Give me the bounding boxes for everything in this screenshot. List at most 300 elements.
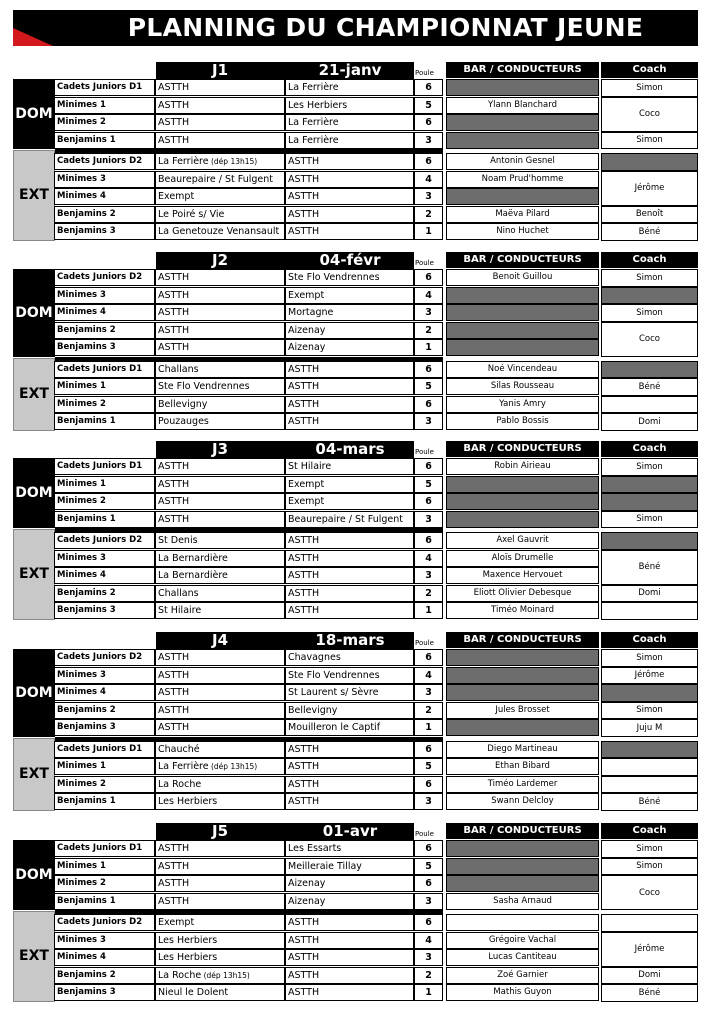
home-team-name: La Ferrière — [158, 761, 209, 772]
home-team-cell — [155, 322, 285, 339]
home-team-cell — [155, 476, 285, 493]
home-team-cell — [155, 206, 285, 223]
dom-label: DOM — [13, 269, 55, 357]
bar-driver-cell: Timéo Moinard — [446, 602, 599, 619]
home-team-name: Bellevigny — [158, 398, 208, 410]
poule-cell: 3 — [414, 793, 443, 810]
category-cell: Minimes 4 — [54, 684, 155, 701]
coach-cell: Simon — [601, 649, 698, 667]
away-team-cell: La Ferrière — [285, 114, 414, 131]
home-team-name: ASTTH — [158, 342, 190, 353]
away-team-cell: ASTTH — [285, 949, 414, 966]
category-cell: Benjamins 1 — [54, 132, 155, 149]
poule-cell: 2 — [414, 702, 443, 719]
match-row — [55, 667, 445, 684]
bar-driver-cell — [446, 684, 599, 701]
match-row — [55, 967, 445, 984]
home-team-name: ASTTH — [158, 461, 190, 472]
home-team-cell — [155, 984, 285, 1001]
match-row — [55, 914, 445, 931]
home-team-cell — [155, 741, 285, 758]
home-team-name: St Denis — [158, 535, 198, 546]
coach-cell — [601, 602, 698, 620]
poule-cell: 5 — [414, 97, 443, 114]
away-team-cell: Ste Flo Vendrennes — [285, 667, 414, 684]
category-cell: Minimes 2 — [54, 493, 155, 510]
coach-header: Coach — [601, 632, 698, 648]
home-team-cell — [155, 893, 285, 910]
poule-cell: 1 — [414, 339, 443, 356]
match-row — [55, 684, 445, 701]
ext-label: EXT — [13, 150, 55, 241]
match-row — [55, 79, 445, 96]
ext-label: EXT — [13, 911, 55, 1002]
away-team-cell: Les Herbiers — [285, 97, 414, 114]
away-team-cell: ASTTH — [285, 585, 414, 602]
home-team-name: ASTTH — [158, 289, 190, 301]
coach-header: Coach — [601, 823, 698, 839]
home-team-name: Ste Flo Vendrennes — [158, 381, 250, 392]
home-team-cell — [155, 97, 285, 114]
home-team-name: ASTTH — [158, 878, 190, 889]
home-team-cell — [155, 511, 285, 528]
home-team-name: Challans — [158, 587, 199, 599]
poule-cell: 3 — [414, 567, 443, 584]
away-team-cell: ASTTH — [285, 171, 414, 188]
category-cell: Benjamins 2 — [54, 585, 155, 602]
category-cell: Minimes 3 — [54, 287, 155, 304]
bar-driver-cell: Swann Delcloy — [446, 793, 599, 810]
home-team-name: La Ferrière — [158, 156, 209, 167]
category-cell: Minimes 2 — [54, 114, 155, 131]
home-team-cell — [155, 114, 285, 131]
departure-note: (dép 13h15) — [201, 970, 250, 980]
bar-header: BAR / CONDUCTEURS — [446, 252, 599, 268]
away-team-cell: ASTTH — [285, 967, 414, 984]
home-team-name: ASTTH — [158, 704, 190, 716]
home-team-cell — [155, 396, 285, 413]
match-row — [55, 719, 445, 736]
bar-driver-cell — [446, 511, 599, 528]
journee-number: J5 — [211, 822, 229, 840]
category-cell: Benjamins 1 — [54, 793, 155, 810]
home-team-cell — [155, 458, 285, 475]
coach-cell: Coco — [601, 875, 698, 910]
away-team-cell: ASTTH — [285, 361, 414, 378]
match-row — [55, 984, 445, 1001]
poule-cell: 3 — [414, 413, 443, 430]
away-team-cell: Beaurepaire / St Fulgent — [285, 511, 414, 528]
coach-cell: Simon — [601, 858, 698, 876]
match-row — [55, 758, 445, 775]
poule-cell: 6 — [414, 776, 443, 793]
category-cell: Cadets Juniors D2 — [54, 153, 155, 170]
coach-cell: Béné — [601, 984, 698, 1002]
category-cell: Minimes 1 — [54, 858, 155, 875]
ext-label: EXT — [13, 738, 55, 811]
coach-cell: Coco — [601, 322, 698, 357]
away-team-cell: Exempt — [285, 287, 414, 304]
home-team-cell — [155, 793, 285, 810]
match-row — [55, 223, 445, 240]
home-team-cell — [155, 79, 285, 96]
bar-driver-cell — [446, 858, 599, 875]
bar-driver-cell: Axel Gauvrit — [446, 532, 599, 549]
match-row — [55, 413, 445, 430]
bar-header: BAR / CONDUCTEURS — [446, 441, 599, 457]
home-team-name: ASTTH — [158, 860, 190, 872]
away-team-cell: Aizenay — [285, 875, 414, 892]
category-cell: Minimes 2 — [54, 776, 155, 793]
bar-driver-cell — [446, 188, 599, 205]
coach-cell: Jérôme — [601, 932, 698, 967]
home-team-name: Beaurepaire / St Fulgent — [158, 173, 274, 185]
poule-label: Poule — [415, 259, 434, 267]
away-team-cell: Bellevigny — [285, 702, 414, 719]
poule-cell: 6 — [414, 532, 443, 549]
home-team-name: ASTTH — [158, 134, 190, 146]
category-cell: Minimes 3 — [54, 932, 155, 949]
coach-cell: Domi — [601, 967, 698, 985]
home-team-cell — [155, 171, 285, 188]
bar-driver-cell: Yanis Amry — [446, 396, 599, 413]
match-row — [55, 114, 445, 131]
match-row — [55, 585, 445, 602]
bar-driver-cell — [446, 719, 599, 736]
home-team-cell — [155, 304, 285, 321]
home-team-name: Le Poiré s/ Vie — [158, 208, 225, 220]
home-team-cell — [155, 339, 285, 356]
bar-driver-cell: Eliott Olivier Debesque — [446, 585, 599, 602]
away-team-cell: La Ferrière — [285, 79, 414, 96]
match-row — [55, 649, 445, 666]
category-cell: Benjamins 2 — [54, 322, 155, 339]
coach-cell — [601, 758, 698, 776]
bar-driver-cell — [446, 79, 599, 96]
bar-driver-cell: Jules Brosset — [446, 702, 599, 719]
poule-cell: 5 — [414, 758, 443, 775]
bar-driver-cell: Aloïs Drumelle — [446, 550, 599, 567]
poule-cell: 1 — [414, 223, 443, 240]
home-team-cell — [155, 361, 285, 378]
poule-cell: 6 — [414, 914, 443, 931]
journee-number: J3 — [211, 440, 229, 458]
away-team-cell: ASTTH — [285, 567, 414, 584]
coach-cell: Coco — [601, 97, 698, 132]
home-team-name: La Roche — [158, 969, 202, 981]
match-row — [55, 550, 445, 567]
category-cell: Minimes 4 — [54, 188, 155, 205]
poule-cell: 6 — [414, 875, 443, 892]
coach-cell: Jérôme — [601, 667, 698, 685]
journee-date: 01-avr — [322, 822, 378, 840]
away-team-cell: ASTTH — [285, 758, 414, 775]
home-team-cell — [155, 702, 285, 719]
match-row — [55, 702, 445, 719]
poule-cell: 6 — [414, 114, 443, 131]
away-team-cell: St Laurent s/ Sèvre — [285, 684, 414, 701]
home-team-cell — [155, 269, 285, 286]
home-team-name: La Genetouze Venansault — [158, 226, 280, 237]
home-team-name: ASTTH — [158, 117, 190, 128]
bar-driver-cell — [446, 114, 599, 131]
poule-cell: 6 — [414, 79, 443, 96]
match-row — [55, 776, 445, 793]
dom-label: DOM — [13, 79, 55, 149]
category-cell: Benjamins 1 — [54, 511, 155, 528]
coach-cell: Béné — [601, 223, 698, 241]
home-team-name: ASTTH — [158, 722, 190, 733]
home-team-cell — [155, 223, 285, 240]
coach-header: Coach — [601, 62, 698, 78]
category-cell: Minimes 4 — [54, 949, 155, 966]
bar-driver-cell: Noam Prud'homme — [446, 171, 599, 188]
departure-note: (dép 13h15) — [208, 157, 258, 166]
coach-cell: Domi — [601, 585, 698, 603]
category-cell: Cadets Juniors D1 — [54, 361, 155, 378]
coach-cell: Domi — [601, 413, 698, 431]
bar-header: BAR / CONDUCTEURS — [446, 823, 599, 839]
category-cell: Benjamins 3 — [54, 719, 155, 736]
bar-driver-cell: Ylann Blanchard — [446, 97, 599, 114]
poule-label: Poule — [415, 69, 434, 77]
away-team-cell: Aizenay — [285, 339, 414, 356]
match-row — [55, 153, 445, 170]
home-team-cell — [155, 602, 285, 619]
bar-driver-cell: Noé Vincendeau — [446, 361, 599, 378]
home-team-cell — [155, 967, 285, 984]
coach-cell — [601, 361, 698, 379]
match-row — [55, 875, 445, 892]
match-row — [55, 893, 445, 910]
category-cell: Minimes 2 — [54, 396, 155, 413]
bar-driver-cell: Nino Huchet — [446, 223, 599, 240]
match-row — [55, 532, 445, 549]
coach-cell: Jérôme — [601, 171, 698, 206]
journee-header — [156, 441, 414, 458]
home-team-name: ASTTH — [158, 82, 190, 93]
home-team-name: Les Herbiers — [158, 952, 218, 963]
home-team-name: Les Herbiers — [158, 934, 218, 946]
category-cell: Benjamins 3 — [54, 984, 155, 1001]
journee-header — [156, 252, 414, 269]
home-team-cell — [155, 188, 285, 205]
away-team-cell: Exempt — [285, 476, 414, 493]
away-team-cell: ASTTH — [285, 188, 414, 205]
home-team-name: ASTTH — [158, 324, 190, 336]
match-row — [55, 949, 445, 966]
home-team-cell — [155, 132, 285, 149]
poule-cell: 3 — [414, 893, 443, 910]
away-team-cell: ASTTH — [285, 223, 414, 240]
bar-driver-cell: Ethan Bibard — [446, 758, 599, 775]
bar-driver-cell — [446, 875, 599, 892]
category-cell: Cadets Juniors D2 — [54, 532, 155, 549]
home-team-cell — [155, 649, 285, 666]
match-row — [55, 378, 445, 395]
home-team-name: Les Herbiers — [158, 796, 218, 807]
home-team-cell — [155, 776, 285, 793]
match-row — [55, 741, 445, 758]
away-team-cell: La Ferrière — [285, 132, 414, 149]
away-team-cell: Ste Flo Vendrennes — [285, 269, 414, 286]
bar-driver-cell: Diego Martineau — [446, 741, 599, 758]
coach-cell — [601, 493, 698, 511]
away-team-cell: ASTTH — [285, 153, 414, 170]
home-team-name: St Hilaire — [158, 605, 202, 616]
poule-cell: 4 — [414, 287, 443, 304]
poule-cell: 5 — [414, 476, 443, 493]
match-row — [55, 322, 445, 339]
coach-cell: Simon — [601, 840, 698, 858]
match-row — [55, 458, 445, 475]
poule-cell: 6 — [414, 396, 443, 413]
bar-driver-cell: Timéo Lardemer — [446, 776, 599, 793]
coach-header: Coach — [601, 441, 698, 457]
departure-note: (dép 13h15) — [208, 762, 258, 771]
poule-cell: 3 — [414, 949, 443, 966]
poule-cell: 6 — [414, 269, 443, 286]
home-team-name: ASTTH — [158, 478, 190, 490]
coach-cell: Béné — [601, 550, 698, 585]
home-team-cell — [155, 875, 285, 892]
home-team-cell — [155, 585, 285, 602]
bar-driver-cell — [446, 132, 599, 149]
match-row — [55, 361, 445, 378]
home-team-cell — [155, 287, 285, 304]
home-team-cell — [155, 949, 285, 966]
category-cell: Benjamins 2 — [54, 702, 155, 719]
away-team-cell: ASTTH — [285, 602, 414, 619]
poule-cell: 6 — [414, 153, 443, 170]
poule-label: Poule — [415, 639, 434, 647]
away-team-cell: ASTTH — [285, 914, 414, 931]
coach-cell: Simon — [601, 511, 698, 529]
category-cell: Minimes 4 — [54, 567, 155, 584]
bar-driver-cell: Mathis Guyon — [446, 984, 599, 1001]
category-cell: Benjamins 1 — [54, 413, 155, 430]
poule-label: Poule — [415, 830, 434, 838]
home-team-cell — [155, 550, 285, 567]
away-team-cell: ASTTH — [285, 532, 414, 549]
category-cell: Minimes 4 — [54, 304, 155, 321]
home-team-name: ASTTH — [158, 307, 190, 318]
home-team-cell — [155, 858, 285, 875]
poule-cell: 2 — [414, 585, 443, 602]
match-row — [55, 269, 445, 286]
bar-driver-cell — [446, 322, 599, 339]
bar-header: BAR / CONDUCTEURS — [446, 632, 599, 648]
journee-header — [156, 62, 414, 79]
coach-cell: Simon — [601, 269, 698, 287]
home-team-name: ASTTH — [158, 513, 190, 525]
category-cell: Cadets Juniors D1 — [54, 840, 155, 857]
bar-driver-cell: Zoé Garnier — [446, 967, 599, 984]
category-cell: Benjamins 3 — [54, 602, 155, 619]
bar-driver-cell — [446, 649, 599, 666]
home-team-name: ASTTH — [158, 843, 190, 854]
coach-cell — [601, 153, 698, 171]
category-cell: Minimes 1 — [54, 758, 155, 775]
home-team-name: Chauché — [158, 743, 200, 755]
bar-driver-cell: Maxence Hervouet — [446, 567, 599, 584]
bar-driver-cell: Pablo Bossis — [446, 413, 599, 430]
coach-cell: Benoît — [601, 206, 698, 224]
poule-cell: 1 — [414, 984, 443, 1001]
home-team-cell — [155, 567, 285, 584]
bar-driver-cell: Lucas Cantiteau — [446, 949, 599, 966]
home-team-name: ASTTH — [158, 669, 190, 681]
journee-number: J4 — [211, 631, 229, 649]
away-team-cell: ASTTH — [285, 776, 414, 793]
bar-driver-cell: Maëva Pilard — [446, 206, 599, 223]
page-title: PLANNING DU CHAMPIONNAT JEUNE — [127, 13, 644, 42]
away-team-cell: ASTTH — [285, 793, 414, 810]
red-corner-logo — [13, 28, 53, 46]
poule-cell: 3 — [414, 132, 443, 149]
journee-header — [156, 823, 414, 840]
dom-label: DOM — [13, 458, 55, 528]
coach-cell — [601, 776, 698, 794]
coach-cell — [601, 396, 698, 414]
category-cell: Cadets Juniors D2 — [54, 649, 155, 666]
bar-driver-cell — [446, 339, 599, 356]
match-row — [55, 602, 445, 619]
bar-driver-cell — [446, 304, 599, 321]
match-row — [55, 932, 445, 949]
home-team-name: La Bernardière — [158, 552, 228, 564]
home-team-name: La Roche — [158, 778, 202, 790]
poule-cell: 5 — [414, 858, 443, 875]
journee-date: 21-janv — [318, 61, 382, 79]
bar-driver-cell — [446, 667, 599, 684]
poule-cell: 2 — [414, 967, 443, 984]
ext-label: EXT — [13, 529, 55, 620]
poule-cell: 6 — [414, 458, 443, 475]
bar-driver-cell: Benoit Guillou — [446, 269, 599, 286]
home-team-name: ASTTH — [158, 272, 190, 283]
away-team-cell: ASTTH — [285, 550, 414, 567]
journee-number: J2 — [211, 251, 229, 269]
match-row — [55, 304, 445, 321]
match-row — [55, 339, 445, 356]
home-team-cell — [155, 719, 285, 736]
title-bar — [13, 10, 698, 46]
category-cell: Benjamins 2 — [54, 967, 155, 984]
match-row — [55, 171, 445, 188]
away-team-cell: ASTTH — [285, 932, 414, 949]
home-team-name: Pouzauges — [158, 416, 209, 427]
poule-cell: 3 — [414, 684, 443, 701]
coach-cell — [601, 532, 698, 550]
home-team-name: ASTTH — [158, 652, 190, 663]
away-team-cell: Mouilleron le Captif — [285, 719, 414, 736]
away-team-cell: Chavagnes — [285, 649, 414, 666]
poule-cell: 4 — [414, 171, 443, 188]
away-team-cell: Mortagne — [285, 304, 414, 321]
coach-header: Coach — [601, 252, 698, 268]
home-team-cell — [155, 932, 285, 949]
category-cell: Minimes 3 — [54, 667, 155, 684]
journee-number: J1 — [211, 61, 229, 79]
home-team-name: ASTTH — [158, 895, 190, 907]
away-team-cell: Les Essarts — [285, 840, 414, 857]
bar-driver-cell — [446, 287, 599, 304]
match-row — [55, 793, 445, 810]
coach-cell: Juju M — [601, 719, 698, 737]
home-team-name: ASTTH — [158, 496, 190, 507]
poule-cell: 6 — [414, 649, 443, 666]
